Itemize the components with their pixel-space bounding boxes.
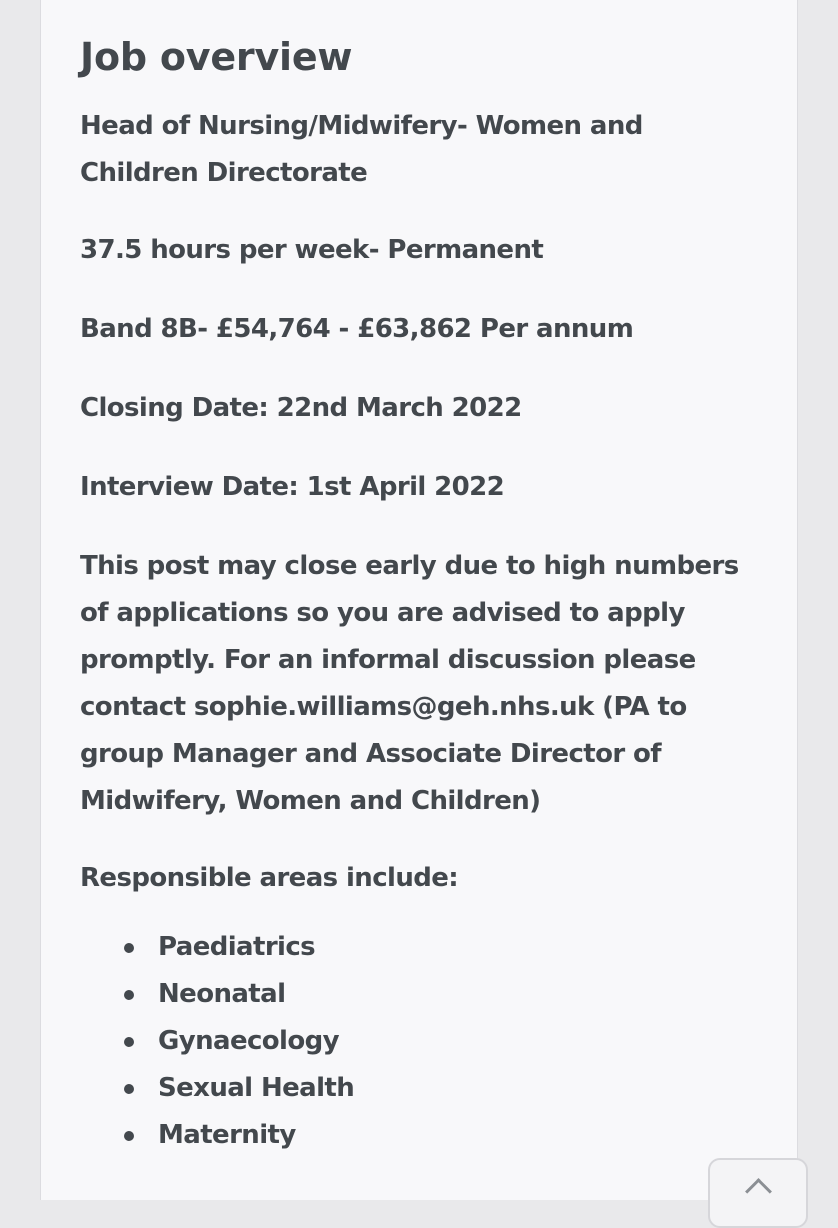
bullet-icon <box>124 1084 134 1094</box>
job-band-salary: Band 8B- £54,764 - £63,862 Per annum <box>80 313 634 344</box>
list-item: Gynaecology <box>124 1018 797 1065</box>
job-hours: 37.5 hours per week- Permanent <box>80 234 544 265</box>
list-item: Sexual Health <box>124 1065 797 1112</box>
bullet-icon <box>124 1131 134 1141</box>
areas-heading: Responsible areas include: <box>80 862 459 893</box>
job-title: Head of Nursing/Midwifery- Women and Children Directorate <box>80 110 643 188</box>
areas-list <box>80 924 797 1159</box>
closing-date: Closing Date: 22nd March 2022 <box>80 392 522 423</box>
scroll-to-top-button[interactable] <box>708 1158 808 1228</box>
interview-date: Interview Date: 1st April 2022 <box>80 471 505 502</box>
section-heading: Job overview <box>80 35 353 79</box>
list-item: Neonatal <box>124 971 797 1018</box>
list-item: Paediatrics <box>124 924 797 971</box>
application-notice: This post may close early due to high numbers of applications so you are advised to apply promptly. For an informal discussion please contact sophie.williams@geh.nhs.uk (PA to group Manager and Associate Director of Midwifery, Women and Children) <box>80 550 739 816</box>
chevron-up-icon <box>745 1178 772 1205</box>
bullet-icon <box>124 1037 134 1047</box>
bullet-icon <box>124 990 134 1000</box>
bullet-icon <box>124 943 134 953</box>
job-overview-card <box>40 0 798 1200</box>
list-item: Maternity <box>124 1112 797 1159</box>
